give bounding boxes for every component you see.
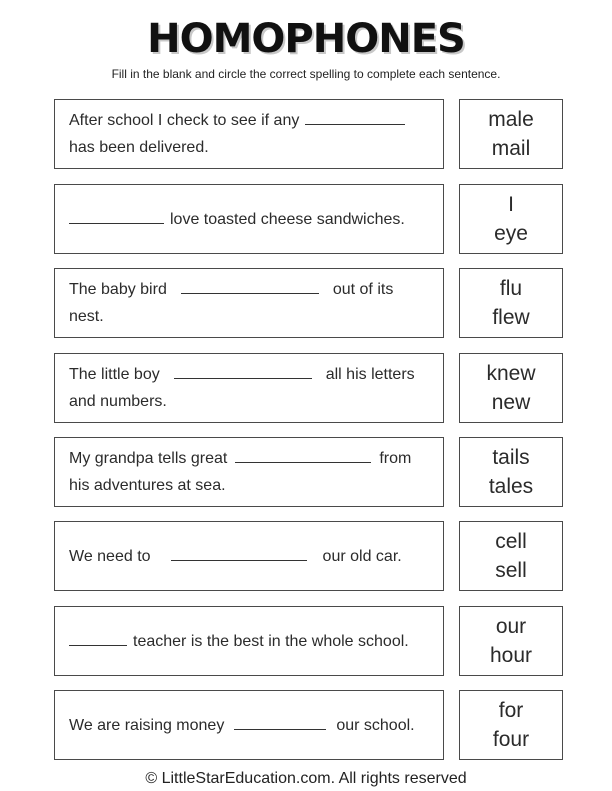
choice-option[interactable]: tails <box>492 446 530 469</box>
answer-blank[interactable] <box>69 631 127 646</box>
sentence-box <box>54 268 444 338</box>
choices-box <box>459 690 563 760</box>
sentence-after: from his adventures at sea. <box>69 450 412 494</box>
choice-option[interactable]: our <box>495 615 527 638</box>
instructions: Fill in the blank and circle the correct spelling to complete each sentence. <box>111 67 501 81</box>
choice-option[interactable]: flu <box>499 277 523 300</box>
sentence-after: out of its nest. <box>69 281 394 325</box>
answer-blank[interactable] <box>171 546 307 561</box>
question-row-6 <box>54 521 564 593</box>
sentence-after: has been delivered. <box>69 139 209 156</box>
sentence-after: our school. <box>336 716 415 734</box>
sentence-before: The little boy <box>69 366 160 383</box>
choice-option[interactable]: sell <box>495 559 527 582</box>
sentence <box>69 107 429 161</box>
sentence-box <box>54 184 444 254</box>
choice-option[interactable]: knew <box>486 362 536 385</box>
answer-blank[interactable] <box>174 364 312 379</box>
sentence-box <box>54 353 444 423</box>
sentence-after: love toasted cheese sandwiches. <box>170 210 405 228</box>
sentence-box <box>54 521 444 591</box>
sentence-before: My grandpa tells great <box>69 450 228 467</box>
sentence-before: We need to <box>69 547 151 565</box>
sentence-box <box>54 606 444 676</box>
sentence <box>69 276 429 330</box>
sentence <box>69 206 405 233</box>
choices-box <box>459 606 563 676</box>
question-row-4 <box>54 353 564 425</box>
sentence <box>69 361 429 415</box>
question-row-1 <box>54 99 564 171</box>
choice-option[interactable]: mail <box>491 137 531 160</box>
sentence-after: teacher is the best in the whole school. <box>133 632 409 650</box>
choice-option[interactable]: for <box>498 699 524 722</box>
choice-option[interactable]: tales <box>488 475 534 498</box>
choices-box <box>459 99 563 169</box>
sentence-box <box>54 437 444 507</box>
sentence-after: all his letters and numbers. <box>69 366 415 410</box>
sentence-box <box>54 690 444 760</box>
answer-blank[interactable] <box>305 110 405 125</box>
choices-box <box>459 353 563 423</box>
choices-box <box>459 521 563 591</box>
sentence-box <box>54 99 444 169</box>
choice-option[interactable]: hour <box>489 644 533 667</box>
copyright-footer: © LittleStarEducation.com. All rights reserved <box>145 770 467 787</box>
question-row-8 <box>54 690 564 762</box>
question-row-3 <box>54 268 564 340</box>
choices-box <box>459 437 563 507</box>
question-row-7 <box>54 606 564 678</box>
choice-option[interactable]: male <box>488 108 534 131</box>
page-title: HOMOPHONES <box>147 16 465 62</box>
sentence-before: The baby bird <box>69 281 167 298</box>
question-row-2 <box>54 184 564 256</box>
sentence-before: After school I check to see if any <box>69 112 300 129</box>
choice-option[interactable]: cell <box>495 530 527 553</box>
answer-blank[interactable] <box>235 448 371 463</box>
sentence <box>69 712 415 739</box>
sentence-before: We are raising money <box>69 716 225 734</box>
choices-box <box>459 268 563 338</box>
choice-option[interactable]: eye <box>494 222 528 245</box>
choices-box <box>459 184 563 254</box>
answer-blank[interactable] <box>69 209 164 224</box>
choice-option[interactable]: flew <box>492 306 530 329</box>
choice-option[interactable]: I <box>508 193 514 216</box>
sentence <box>69 628 409 655</box>
sentence <box>69 543 402 570</box>
choice-option[interactable]: four <box>492 728 530 751</box>
question-row-5 <box>54 437 564 509</box>
answer-blank[interactable] <box>181 279 319 294</box>
choice-option[interactable]: new <box>491 391 531 414</box>
sentence-after: our old car. <box>322 547 402 565</box>
answer-blank[interactable] <box>234 715 326 730</box>
sentence <box>69 445 429 499</box>
